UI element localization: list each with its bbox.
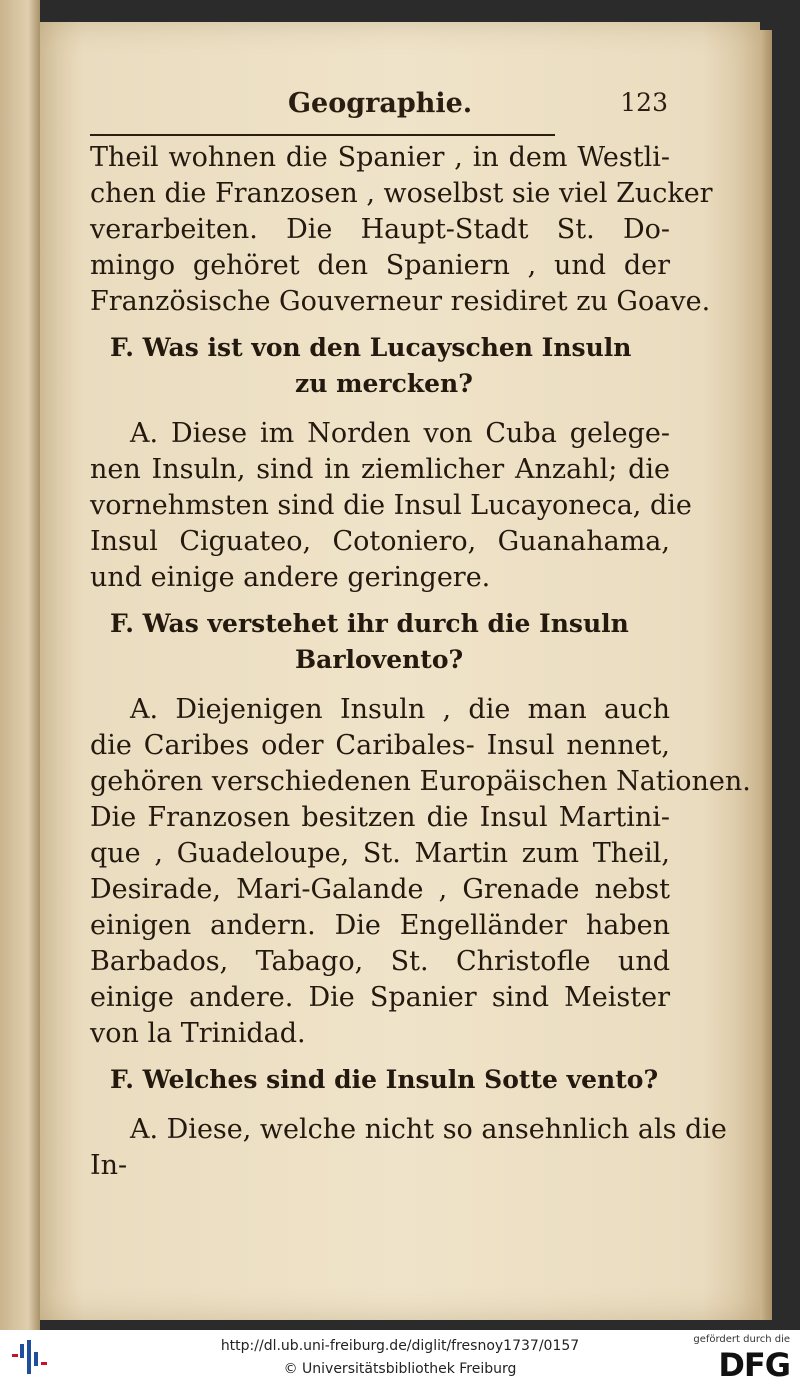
question-heading: F. Was ist von den Lucayschen Insuln bbox=[110, 333, 632, 362]
viewer-footer bbox=[0, 1330, 800, 1387]
text-line: Französische Gouverneur residiret zu Goave. bbox=[90, 286, 711, 317]
running-header bbox=[90, 88, 670, 128]
question-heading-cont: zu mercken? bbox=[295, 369, 473, 398]
page-number: 123 bbox=[620, 88, 668, 117]
question-heading: F. Was verstehet ihr durch die Insuln bbox=[110, 609, 629, 638]
header-rule bbox=[90, 134, 555, 136]
text-line: Theil wohnen die Spanier , in dem Westli- bbox=[90, 142, 670, 173]
answer-line: gehören verschiedenen Europäischen Nationen. bbox=[90, 766, 751, 797]
question-heading-cont: Barlovento? bbox=[295, 645, 464, 674]
answer-line: einige andere. Die Spanier sind Meister bbox=[90, 982, 670, 1013]
text-line: chen die Franzosen , woselbst sie viel Zucker bbox=[90, 178, 713, 209]
answer-line: die Caribes oder Caribales- Insul nennet, bbox=[90, 730, 670, 761]
dfg-logo[interactable]: DFG bbox=[718, 1346, 790, 1384]
header-title: Geographie. bbox=[288, 88, 473, 119]
sponsor-label: gefördert durch die bbox=[693, 1334, 790, 1345]
catchword: In- bbox=[90, 1150, 128, 1181]
text-line: mingo gehöret den Spaniern , und der bbox=[90, 250, 670, 281]
answer-line: que , Guadeloupe, St. Martin zum Theil, bbox=[90, 838, 670, 869]
answer-line: Insul Ciguateo, Cotoniero, Guanahama, bbox=[90, 526, 670, 557]
answer-line: nen Insuln, sind in ziemlicher Anzahl; die bbox=[90, 454, 670, 485]
answer-line: vornehmsten sind die Insul Lucayoneca, die bbox=[90, 490, 692, 521]
answer-line: Die Franzosen besitzen die Insul Martini- bbox=[90, 802, 670, 833]
answer-line: A. Diese, welche nicht so ansehnlich als die bbox=[130, 1114, 727, 1145]
facing-page-edge bbox=[0, 0, 40, 1330]
permalink-url[interactable]: http://dl.ub.uni-freiburg.de/diglit/fresnoy1737/0157 bbox=[220, 1338, 580, 1354]
answer-line: und einige andere geringere. bbox=[90, 562, 491, 593]
answer-line: Desirade, Mari-Galande , Grenade nebst bbox=[90, 874, 670, 905]
answer-line: Barbados, Tabago, St. Christofle und bbox=[90, 946, 670, 977]
page-body bbox=[90, 140, 751, 1184]
answer-line: A. Diese im Norden von Cuba gelege- bbox=[130, 418, 670, 449]
text-line: verarbeiten. Die Haupt-Stadt St. Do- bbox=[90, 214, 670, 245]
page-edge-shadow bbox=[760, 30, 772, 1320]
answer-line: von la Trinidad. bbox=[90, 1018, 306, 1049]
question-heading: F. Welches sind die Insuln Sotte vento? bbox=[110, 1065, 659, 1094]
answer-line: einigen andern. Die Engelländer haben bbox=[90, 910, 670, 941]
answer-line: A. Diejenigen Insuln , die man auch bbox=[130, 694, 670, 725]
copyright-notice: © Universitätsbibliothek Freiburg bbox=[283, 1361, 517, 1377]
